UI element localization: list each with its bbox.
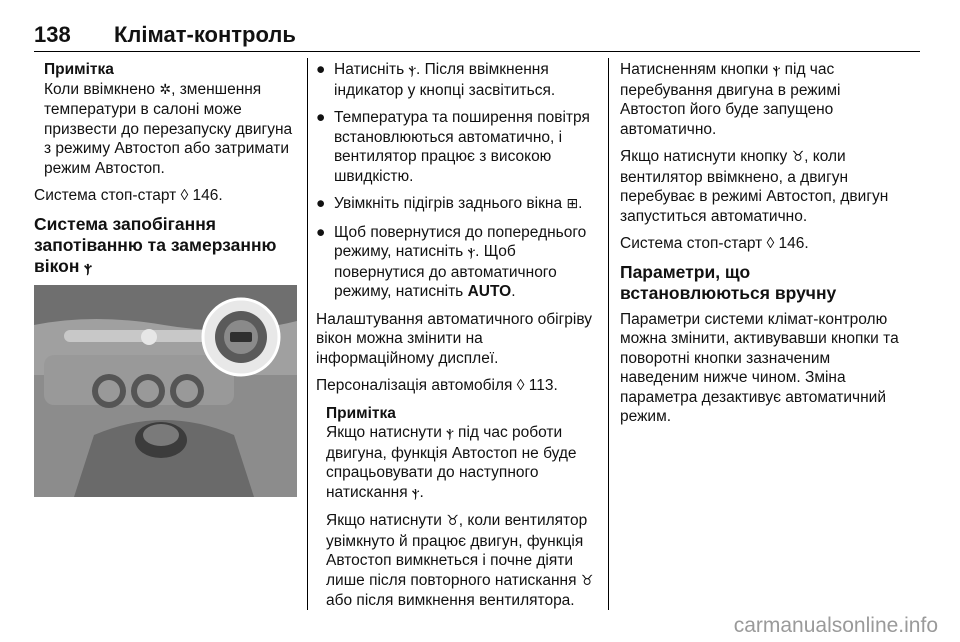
fan-off-icon: ♉ [791, 149, 805, 165]
fan-icon: ✲ [159, 81, 172, 98]
bullet-icon: ● [316, 223, 326, 241]
list-item: ● Температура та поширення повітря встановлюються автоматично, і вентилятор працює з високою швидкістю. [316, 109, 590, 185]
bullet-icon: ● [316, 61, 326, 78]
paragraph: Налаштування автоматичного обігріву вікон можна змінити на інформаційному дисплеї. [316, 310, 592, 367]
cross-reference: Система стоп-старт ◊ 146. [34, 187, 223, 204]
column-divider-1 [307, 58, 308, 610]
windscreen-defrost-icon: ⲯ [772, 62, 781, 78]
note-block [34, 60, 296, 178]
column-1 [34, 60, 296, 497]
note-block [316, 404, 596, 611]
instruction-list [316, 60, 596, 302]
windscreen-defrost-icon: ⲯ [408, 62, 417, 78]
arrow-icon: ◊ [766, 235, 775, 252]
section-heading: Система запобігання запотіванню та замерзанню вікон ⲯ [34, 213, 277, 276]
fan-off-icon: ♉ [446, 513, 459, 529]
fan-off-icon: ♉ [580, 572, 594, 589]
paragraph: Якщо натиснути кнопку ♉, коли вентилятор ввімкнено, а двигун перебуває в режимі Автостоп, двигун запуститься автоматично. [620, 148, 889, 225]
list-item: ● Щоб повернутися до попереднього режиму, натисніть ⲯ. Щоб повернутися до автоматичного режиму, натисніть AUTO. [316, 223, 587, 300]
windscreen-defrost-icon: ⲯ [411, 484, 420, 501]
watermark: carmanualsonline.info [733, 614, 938, 637]
paragraph: Натисненням кнопки ⲯ під час перебування двигуна в режимі Автостоп його буде запущено автоматично. [620, 61, 841, 138]
paragraph: Параметри системи клімат-контролю можна змінити, активувавши кнопки та поворотні кнопки зазначеним наведеним нижче чином. Зміна параметра дезактивує автоматичний режим. [620, 310, 899, 425]
page-number: 138 [34, 22, 71, 47]
windscreen-defrost-icon: ⲯ [446, 425, 454, 441]
climate-control-photo [34, 285, 297, 497]
bullet-icon: ● [316, 195, 326, 212]
windscreen-defrost-icon: ⲯ [467, 244, 476, 260]
cross-reference: Персоналізація автомобіля ◊ 113. [316, 377, 558, 394]
rear-window-heater-icon: ⊞ [566, 196, 579, 212]
column-3 [620, 60, 900, 435]
column-divider-2 [608, 58, 609, 610]
note-title: Примітка [326, 404, 396, 422]
chapter-title: Клімат-контроль [114, 22, 296, 47]
header-rule [34, 51, 920, 52]
note-text: Коли ввімкнено ✲, зменшення температури в салоні може призвести до перезапуску двигуна з режиму Автостоп або затримати режим Автостоп. [44, 80, 293, 177]
list-item: ● Натисніть ⲯ. Після ввімкнення індикатор у кнопці засвітиться. [316, 61, 556, 99]
note-title: Примітка [44, 61, 114, 78]
windscreen-defrost-icon: ⲯ [84, 259, 92, 276]
column-2 [316, 60, 596, 619]
page-header [34, 22, 920, 50]
note-text: Якщо натиснути ⲯ під час роботи двигуна, функція Автостоп не буде спрацьовувати до наступного натискання ⲯ. [326, 424, 577, 501]
cross-reference: Система стоп-старт ◊ 146. [620, 235, 809, 252]
bullet-icon: ● [316, 109, 326, 126]
note-text: Якщо натиснути ♉, коли вентилятор увімкнуто й працює двигун, функція Автостоп вимкнеться і почне діяти лише після повторного натискання ♉ або після вимкнення вентилятора. [326, 512, 594, 609]
arrow-icon: ◊ [516, 377, 525, 394]
auto-label: AUTO [467, 283, 512, 300]
arrow-icon: ◊ [180, 187, 189, 204]
list-item: ● Увімкніть підігрів заднього вікна ⊞. [316, 195, 583, 212]
section-heading: Параметри, що встановлюються вручну [620, 261, 837, 303]
